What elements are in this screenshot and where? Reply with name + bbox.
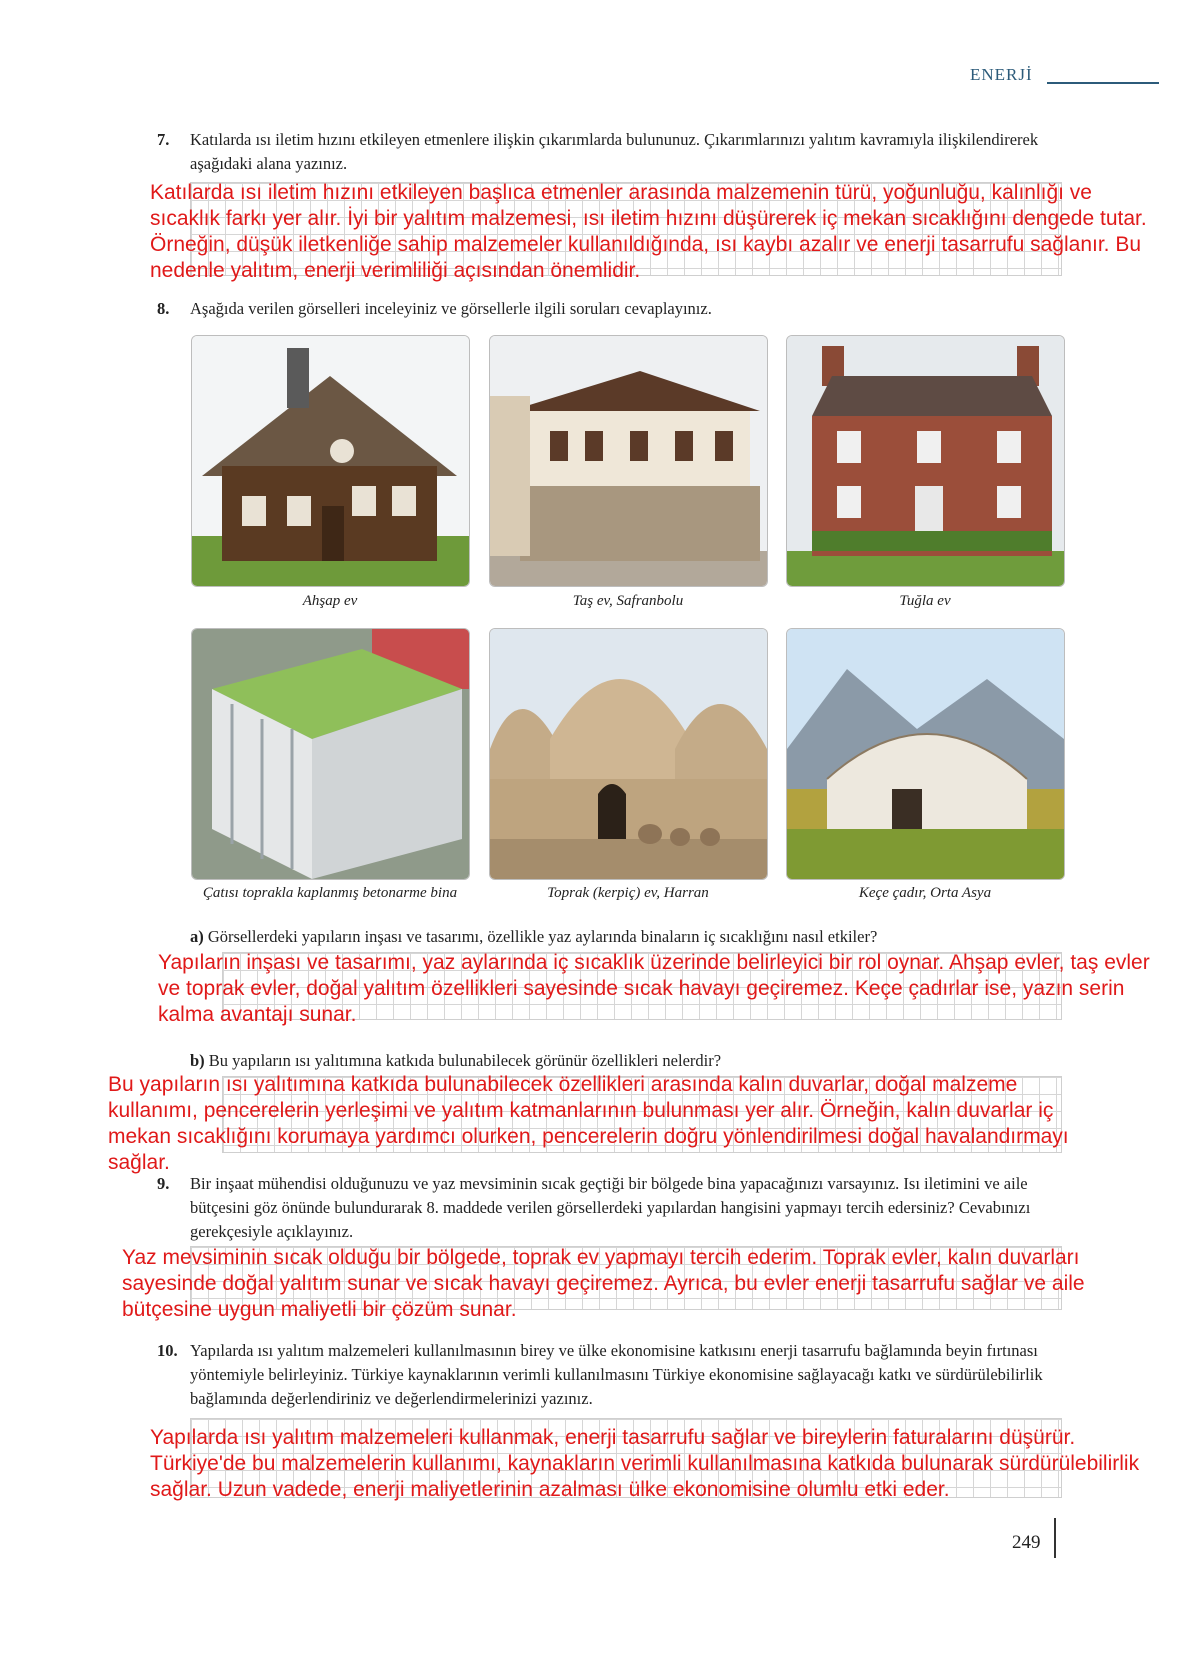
caption-harran-houses: Toprak (kerpiç) ev, Harran <box>547 885 709 901</box>
photo-stone-house <box>490 336 767 586</box>
header-rule <box>1047 82 1159 84</box>
q8a-question <box>190 925 1060 949</box>
q10-answer: Yapılarda ısı yalıtım malzemeleri kullanmak, enerji tasarrufu sağlar ve bireylerin faturalarını düşürür. Türkiye'de bu malzemelerin kullanımı, kaynakların verimli kullanılmasına katkıda bulunarak sürdürülebilirlik sağlar. Uzun vadede, enerji maliyetlerinin azalması ülke ekonomisine olumlu etki eder. <box>150 1426 1140 1501</box>
q8-number: 8. <box>157 299 170 318</box>
q8b-text: Bu yapıların ısı yalıtımına katkıda bulunabilecek görünür özellikleri nelerdir? <box>208 1051 722 1070</box>
q8a-text: Görsellerdeki yapıların inşası ve tasarımı, özellikle yaz aylarında binaların iç sıcaklığını nasıl etkiler? <box>207 927 878 946</box>
page-number: 249 <box>1012 1532 1041 1553</box>
chapter-title: ENERJİ <box>970 65 1033 84</box>
caption-wooden-house: Ahşap ev <box>302 593 358 609</box>
q8a-label: a) <box>190 927 204 946</box>
caption-yurt: Keçe çadır, Orta Asya <box>858 885 992 901</box>
page-number-rule <box>1054 1518 1056 1558</box>
photo-green-roof-building <box>192 629 469 879</box>
q7-text: Katılarda ısı iletim hızını etkileyen etmenlere ilişkin çıkarımlarda bulununuz. Çıkarımlarınızı yalıtım kavramıyla ilişkilendirerek aşağıdaki alana yazınız. <box>190 130 1039 173</box>
q8b-answer: Bu yapıların ısı yalıtımına katkıda bulunabilecek özellikleri arasında kalın duvarlar, doğal malzeme kullanımı, pencerelerin yerleşimi ve yalıtım katmanlarının bulunması yer alır. Örneğin, kalın duvarlar iç mekan sıcaklığını korumaya yardımcı olurken, pencerelerin doğru yönlendirilmesi doğal havalandırmayı sağlar. <box>108 1073 1069 1174</box>
q7-answer: Katılarda ısı iletim hızını etkileyen başlıca etmenler arasında malzemenin türü, yoğunluğu, kalınlığı ve sıcaklık farkı yer alır. İyi bir yalıtım malzemesi, ısı iletim hızını düşürerek iç mekan sıcaklığını dengede tutar. Örneğin, düşük iletkenliğe sahip malzemeler kullanıldığında, ısı kaybı azalır ve enerji tasarrufu sağlanır. Bu nedenle yalıtım, enerji verimliliği açısından önemlidir. <box>150 181 1147 282</box>
q8-text: Aşağıda verilen görselleri inceleyiniz ve görsellerle ilgili soruları cevaplayınız. <box>190 299 712 318</box>
q9-text: Bir inşaat mühendisi olduğunuzu ve yaz mevsiminin sıcak geçtiği bir bölgede bina yapacağınızı varsayınız. Isı iletimini ve aile bütçesini göz önünde bulundurarak 8. maddede verilen görsellerdeki yapılardan hangisini yapmayı tercih edersiniz? Cevabınızı gerekçesiyle açıklayınız. <box>190 1174 1031 1241</box>
photo-brick-house <box>787 336 1064 586</box>
photo-harran-houses <box>490 629 767 879</box>
q7-number: 7. <box>157 130 170 149</box>
caption-stone-house: Taş ev, Safranbolu <box>572 593 684 609</box>
q8a-answer: Yapıların inşası ve tasarımı, yaz aylarında iç sıcaklık üzerinde belirleyici bir rol oynar. Ahşap evler, taş evler ve toprak evler, doğal yalıtım özellikleri sayesinde sıcak havayı geçiremez. Keçe çadırlar ise, yazın serin kalma avantajı sunar. <box>158 951 1150 1026</box>
q10-number: 10. <box>157 1341 178 1360</box>
q10-text: Yapılarda ısı yalıtım malzemeleri kullanılmasının birey ve ülke ekonomisine katkısını enerji tasarrufu bağlamında beyin fırtınası yöntemiyle belirleyiniz. Türkiye kaynaklarının verimli kullanılmasını Türkiye ekonomisine sağlayacağı katkı ve sürdürülebilirlik bağlamında değerlendiriniz ve değerlendirmelerinizi yazınız. <box>190 1341 1043 1408</box>
q8b-question <box>190 1049 1060 1073</box>
caption-green-roof-building: Çatısı toprakla kaplanmış betonarme bina <box>202 885 458 901</box>
q9-number: 9. <box>157 1174 170 1193</box>
photo-yurt <box>787 629 1064 879</box>
photo-wooden-house <box>192 336 469 586</box>
q8b-label: b) <box>190 1051 205 1070</box>
caption-brick-house: Tuğla ev <box>899 593 951 609</box>
q9-answer: Yaz mevsiminin sıcak olduğu bir bölgede, toprak ev yapmayı tercih ederim. Toprak evler, kalın duvarları sayesinde doğal yalıtım sunar ve sıcak havayı geçiremez. Ayrıca, bu evler enerji tasarrufu sağlar ve aile bütçesine uygun maliyetli bir çözüm sunar. <box>122 1246 1085 1321</box>
